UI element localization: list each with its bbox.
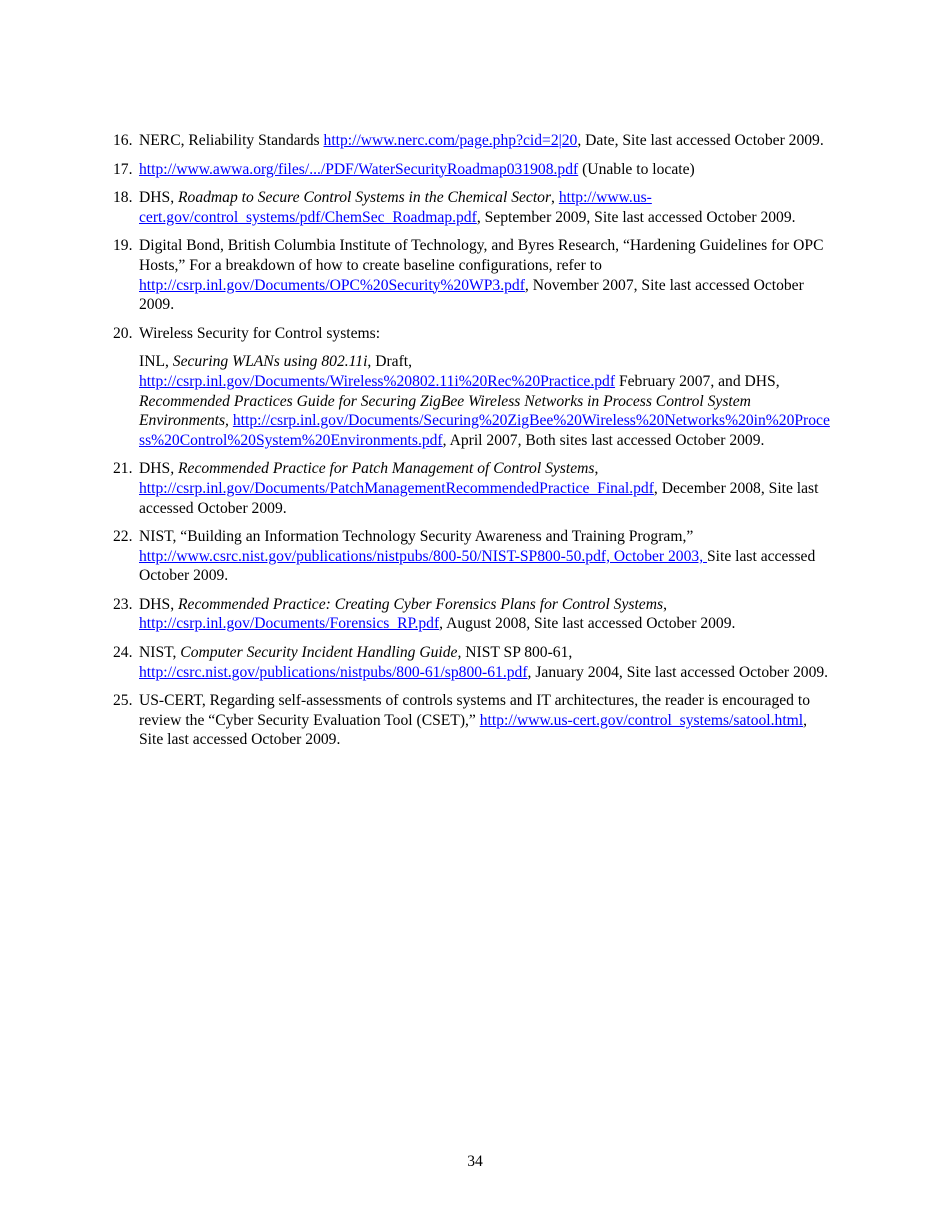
reference-item (113, 595, 835, 634)
reference-text: (Unable to locate) (578, 160, 695, 178)
reference-number: 22. (113, 528, 133, 546)
reference-link[interactable]: http://www.awwa.org/files/.../PDF/WaterSecurityRoadmap031908.pdf (139, 160, 579, 178)
reference-text: NIST, “Building an Information Technology Security Awareness and Training Program,” (139, 528, 694, 546)
reference-text: , Draft, (367, 353, 413, 371)
reference-text: , (551, 189, 559, 207)
reference-body (139, 595, 835, 634)
reference-item (113, 160, 835, 180)
reference-item (113, 459, 835, 518)
reference-text: Digital Bond, British Columbia Institute of Technology, and Byres Research, “Hardening Guidelines for OPC Hosts,” For a breakdown of how to create baseline configurations, refer to (139, 237, 824, 274)
reference-number: 21. (113, 460, 133, 478)
reference-body (139, 527, 835, 586)
reference-body (139, 160, 835, 180)
reference-number: 24. (113, 644, 133, 662)
reference-link[interactable]: http://csrp.inl.gov/Documents/OPC%20Security%20WP3.pdf (139, 276, 525, 294)
reference-text: NIST SP 800-61, (461, 644, 573, 662)
reference-body (139, 643, 835, 682)
reference-list (113, 131, 835, 759)
reference-link[interactable]: http://www.us-cert.gov/control_systems/pdf/ChemSec_Roadmap.pdf (139, 189, 652, 226)
reference-body (139, 131, 835, 151)
reference-body (139, 459, 835, 518)
reference-title: , Recommended Practice for Patch Management of Control Systems (170, 460, 595, 478)
reference-item (113, 131, 835, 151)
reference-item (113, 188, 835, 227)
reference-text: , Date, Site last accessed October 2009. (577, 132, 824, 149)
reference-text: US-CERT, Regarding self-assessments of controls systems and IT architectures, the reader is encouraged to review the “Cyber Security Evaluation Tool (CSET),” (139, 692, 810, 729)
reference-link[interactable]: http://www.us-cert.gov/control_systems/satool.html (479, 711, 804, 729)
reference-text: DHS, (139, 595, 178, 613)
reference-link[interactable]: http://www.nerc.com/page.php?cid=2|20 (323, 132, 578, 149)
reference-item (113, 324, 835, 451)
reference-text: , November 2007, Site last accessed October 2009. (139, 276, 804, 314)
reference-text: , Site last accessed October 2009. (139, 711, 808, 749)
reference-title: Computer Security Incident Handling Guide, (180, 644, 462, 662)
reference-text: , August 2008, Site last accessed October 2009. (439, 615, 736, 633)
reference-text: , (594, 460, 599, 478)
reference-item (113, 691, 835, 750)
reference-text: INL, (139, 353, 173, 371)
reference-body (139, 691, 835, 750)
reference-number: 16. (113, 132, 133, 149)
reference-text: DHS, (139, 189, 178, 207)
reference-number: 18. (113, 189, 133, 207)
reference-link[interactable]: http://csrp.inl.gov/Documents/Wireless%20802.11i%20Rec%20Practice.pdf (139, 372, 616, 390)
reference-text: , December 2008, Site last accessed October 2009. (139, 479, 819, 517)
reference-number: 25. (113, 692, 133, 710)
reference-number: 17. (113, 160, 133, 178)
reference-number: 20. (113, 324, 133, 342)
reference-item (113, 643, 835, 682)
reference-text: Wireless Security for Control systems: (139, 324, 381, 342)
reference-text: , April 2007, Both sites last accessed October 2009. (442, 431, 765, 449)
reference-body (139, 236, 835, 314)
reference-link[interactable]: http://csrp.inl.gov/Documents/Forensics_RP.pdf (139, 615, 440, 633)
reference-item (113, 236, 835, 314)
reference-text: NIST, (139, 644, 181, 662)
reference-link[interactable]: http://csrc.nist.gov/publications/nistpubs/800-61/sp800-61.pdf (139, 663, 528, 681)
page-number: 34 (467, 1153, 483, 1170)
reference-link[interactable]: http://csrp.inl.gov/Documents/Securing%20ZigBee%20Wireless%20Networks%20in%20Process%20Control%20System%20Environments.pdf (139, 412, 830, 449)
reference-text: NERC, Reliability Standards (139, 132, 324, 149)
reference-body (139, 188, 835, 227)
reference-text: DHS (139, 460, 171, 478)
reference-title: Recommended Practice: Creating Cyber Forensics Plans for Control Systems (178, 595, 664, 613)
reference-title: Securing WLANs using 802.11i (172, 353, 368, 371)
reference-text: February 2007, and DHS, (615, 372, 780, 390)
reference-item (113, 527, 835, 586)
reference-text: , January 2004, Site last accessed October 2009. (527, 663, 829, 681)
reference-link[interactable]: http://csrp.inl.gov/Documents/PatchManagementRecommendedPractice_Final.pdf (139, 479, 654, 497)
reference-number: 23. (113, 595, 133, 613)
reference-body (139, 324, 835, 344)
reference-title: Roadmap to Secure Control Systems in the Chemical Sector (178, 189, 552, 207)
reference-text: , (663, 595, 667, 613)
reference-number: 19. (113, 237, 133, 255)
reference-text: Site last accessed October 2009. (139, 547, 816, 585)
reference-sub-body (139, 352, 835, 450)
reference-link[interactable]: http://www.csrc.nist.gov/publications/nistpubs/800-50/NIST-SP800-50.pdf, October 2003, (139, 547, 707, 565)
reference-text: , September 2009, Site last accessed October 2009. (476, 208, 796, 226)
reference-title: Recommended Practices Guide for Securing ZigBee Wireless Networks in Process Control System Environments, (139, 392, 751, 430)
